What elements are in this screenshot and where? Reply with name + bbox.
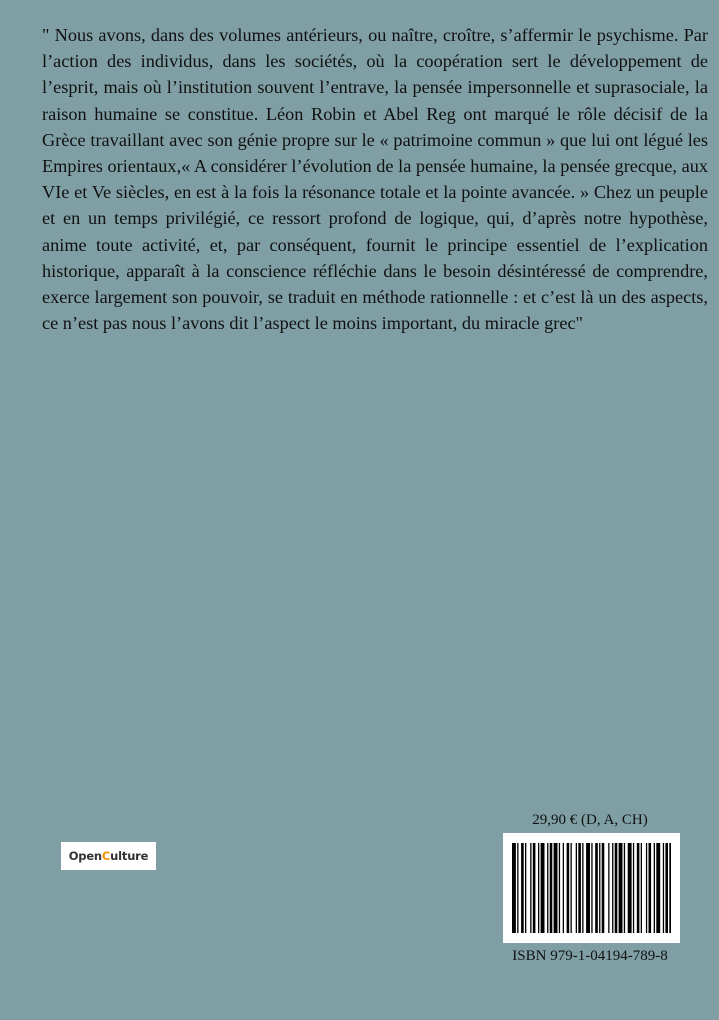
barcode-bar [649,843,652,933]
barcode-bar [576,843,577,933]
barcode-bar [586,843,590,933]
barcode-bar [608,843,609,933]
barcode-bar [512,843,516,933]
barcode-bar [567,843,570,933]
barcode-bar [654,843,655,933]
barcode-bar [517,843,518,933]
barcode [503,833,680,943]
barcode-bar [656,843,660,933]
barcode-bar [521,843,524,933]
price-label: 29,90 € (D, A, CH) [532,812,648,828]
barcode-bar [541,843,545,933]
barcode-bar [591,843,592,933]
barcode-bar [628,843,632,933]
barcode-bar [533,843,536,933]
barcode-bar [554,843,558,933]
barcode-bar [595,843,598,933]
barcode-bar [571,843,572,933]
barcode-bar [624,843,625,933]
barcode-bar [563,843,564,933]
barcode-bar [663,843,664,933]
isbn-label: ISBN 979-1-04194-789-8 [512,948,668,964]
barcode-bar [538,843,539,933]
publisher-logo [61,842,156,870]
barcode-bar [602,843,605,933]
barcode-icon [512,843,671,933]
blurb-text: " Nous avons, dans des volumes antérieurs, ou naître, croître, s’affermir le psychisme. Par l’action des individus, dans les sociétés, où la coopération sert le développement de l’esprit, mais où l’institution souvent l’entrave, la pensée impersonnelle et suprasociale, la raison humaine se constitue. Léon Robin et Abel Reg ont marqué le rôle décisif de la Grèce travaillant avec son génie propre sur le « patrimoine commun » que lui ont légué les Empires orientaux,« A considérer l’évolution de la pensée humaine, la pensée grecque, aux VIe et Ve siècles, en est à la fois la résonance totale et la pointe avancée. » Chez un peuple et en un temps privilégié, ce ressort profond de logique, qui, d’après notre hypothèse, anime toute activité, et, par conséquent, fournit le principe essentiel de l’explication historique, apparaît à la conscience réfléchie dans le besoin désintéressé de comprendre, exerce largement son pouvoir, se traduit en méthode rationnelle : et c’est là un des aspects, ce n’est pas nous l’avons dit l’aspect le moins important, du miracle grec" [42,25,708,334]
barcode-bar [599,843,600,933]
barcode-bar [637,843,640,933]
barcode-bar [646,843,647,933]
barcode-bar [615,843,618,933]
barcode-bar [665,843,668,933]
barcode-bar [582,843,583,933]
barcode-bar [669,843,671,933]
barcode-bar [525,843,526,933]
barcode-bar [530,843,531,933]
barcode-bar [550,843,553,933]
publisher-logo-text: OpenCulture [68,849,149,863]
barcode-bar [612,843,613,933]
barcode-bar [547,843,548,933]
barcode-bar [559,843,560,933]
barcode-bar [641,843,642,933]
barcode-bar [633,843,634,933]
barcode-bar [578,843,581,933]
barcode-bar [619,843,623,933]
